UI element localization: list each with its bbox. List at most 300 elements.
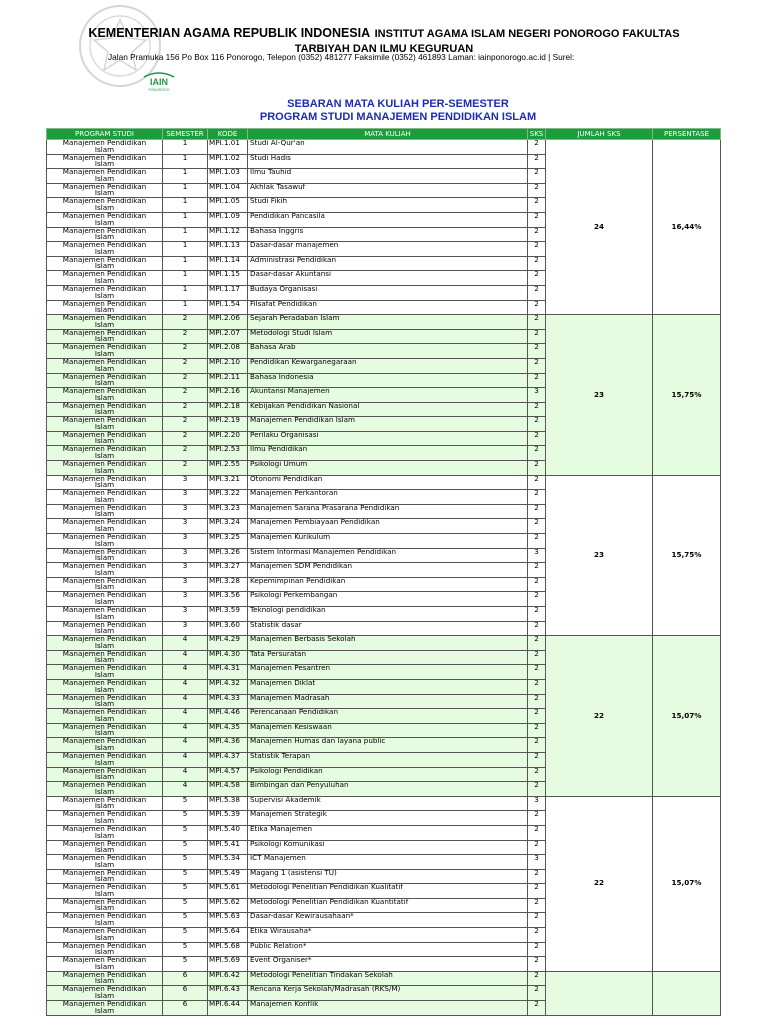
sks-cell: 2 <box>528 242 546 257</box>
kode-cell: MPI.1.01 <box>208 140 248 155</box>
program-cell <box>47 475 163 490</box>
sks-cell: 2 <box>528 183 546 198</box>
semester-cell: 6 <box>163 986 208 1001</box>
program-name-cont: Islam <box>94 669 115 679</box>
faculty-name: TARBIYAH DAN ILMU KEGURUAN <box>294 43 474 55</box>
program-name-cont: Islam <box>94 976 115 986</box>
kode-cell: MPI.4.32 <box>208 679 248 694</box>
mata-kuliah-cell: Manajemen Diklat <box>248 679 528 694</box>
mata-kuliah-cell: Manajemen Pesantren <box>248 665 528 680</box>
program-name-cont: Islam <box>94 553 115 563</box>
semester-cell: 4 <box>163 767 208 782</box>
program-cell <box>47 563 163 578</box>
sks-cell: 2 <box>528 504 546 519</box>
table-row <box>47 971 721 986</box>
semester-cell: 5 <box>163 898 208 913</box>
program-name-cont: Islam <box>94 830 115 840</box>
program-name-cont: Islam <box>94 991 115 1001</box>
institute-name: INSTITUT AGAMA ISLAM NEGERI PONOROGO FAKULTAS <box>374 28 680 40</box>
kode-cell: MPI.5.61 <box>208 884 248 899</box>
kode-cell: MPI.2.06 <box>208 315 248 330</box>
program-name-cont: Islam <box>94 567 115 577</box>
col-semester-header: SEMESTER <box>163 129 208 140</box>
mata-kuliah-cell: Sejarah Peradaban Islam <box>248 315 528 330</box>
sks-cell: 2 <box>528 227 546 242</box>
kode-cell: MPI.5.40 <box>208 825 248 840</box>
semester-cell: 4 <box>163 636 208 651</box>
kode-cell: MPI.4.33 <box>208 694 248 709</box>
kode-cell: MPI.1.54 <box>208 300 248 315</box>
kode-cell: MPI.2.10 <box>208 358 248 373</box>
program-name: Manajemen Pendidikan <box>62 650 147 658</box>
program-name: Manajemen Pendidikan <box>62 475 147 483</box>
semester-cell: 1 <box>163 227 208 242</box>
program-name-cont: Islam <box>94 275 115 285</box>
mata-kuliah-cell: Manajemen Pembiayaan Pendidikan <box>248 519 528 534</box>
program-cell <box>47 665 163 680</box>
kode-cell: MPI.1.14 <box>208 256 248 271</box>
kode-cell: MPI.2.08 <box>208 344 248 359</box>
program-cell <box>47 461 163 476</box>
program-name-cont: Islam <box>94 261 115 271</box>
mata-kuliah-cell: Bahasa Inggris <box>248 227 528 242</box>
mata-kuliah-cell: Perilaku Organisasi <box>248 431 528 446</box>
kode-cell: MPI.5.34 <box>208 855 248 870</box>
mata-kuliah-cell: Akhlak Tasawuf <box>248 183 528 198</box>
sks-cell: 2 <box>528 519 546 534</box>
program-name-cont: Islam <box>94 1005 115 1015</box>
mata-kuliah-cell: Dasar-dasar Akuntansi <box>248 271 528 286</box>
semester-cell: 2 <box>163 373 208 388</box>
kode-cell: MPI.3.21 <box>208 475 248 490</box>
program-name: Manajemen Pendidikan <box>62 883 147 892</box>
program-cell <box>47 928 163 943</box>
kode-cell: MPI.6.44 <box>208 1001 248 1016</box>
program-cell <box>47 198 163 213</box>
mata-kuliah-cell: Tata Persuratan <box>248 650 528 665</box>
kode-cell: MPI.1.02 <box>208 154 248 169</box>
program-cell <box>47 650 163 665</box>
svg-text:IAIN: IAIN <box>150 77 168 87</box>
mata-kuliah-cell: Metodologi Studi Islam <box>248 329 528 344</box>
semester-cell: 4 <box>163 723 208 738</box>
kode-cell: MPI.2.20 <box>208 431 248 446</box>
sks-cell: 2 <box>528 271 546 286</box>
kode-cell: MPI.1.15 <box>208 271 248 286</box>
mata-kuliah-cell: Filsafat Pendidikan <box>248 300 528 315</box>
kode-cell: MPI.1.17 <box>208 285 248 300</box>
semester-cell: 1 <box>163 169 208 184</box>
program-cell <box>47 534 163 549</box>
jumlah-sks-cell <box>546 971 653 1015</box>
mata-kuliah-cell: Bahasa Arab <box>248 344 528 359</box>
semester-cell: 1 <box>163 198 208 213</box>
semester-cell: 1 <box>163 242 208 257</box>
program-name: Manajemen Pendidikan <box>62 971 147 979</box>
sks-cell: 2 <box>528 928 546 943</box>
program-name: Manajemen Pendidikan <box>62 985 147 994</box>
sks-cell: 2 <box>528 884 546 899</box>
program-name: Manajemen Pendidikan <box>62 256 147 264</box>
program-name-cont: Islam <box>94 144 115 154</box>
program-name: Manajemen Pendidikan <box>62 942 147 950</box>
semester-cell: 2 <box>163 431 208 446</box>
program-cell <box>47 242 163 257</box>
sks-cell: 2 <box>528 169 546 184</box>
mata-kuliah-cell: Bahasa Indonesia <box>248 373 528 388</box>
program-name-cont: Islam <box>94 699 115 709</box>
program-name: Manajemen Pendidikan <box>62 577 147 585</box>
kode-cell: MPI.4.31 <box>208 665 248 680</box>
program-name: Manajemen Pendidikan <box>62 752 147 760</box>
semester-cell: 2 <box>163 388 208 403</box>
semester-cell: 4 <box>163 709 208 724</box>
program-name-cont: Islam <box>94 772 115 782</box>
semester-cell: 3 <box>163 504 208 519</box>
mata-kuliah-cell: Ilmu Tauhid <box>248 169 528 184</box>
semester-cell: 4 <box>163 752 208 767</box>
program-name-cont: Islam <box>94 246 115 256</box>
program-cell <box>47 315 163 330</box>
jumlah-sks-cell: 24 <box>546 140 653 315</box>
sks-cell: 2 <box>528 475 546 490</box>
sks-cell: 2 <box>528 300 546 315</box>
program-name-cont: Islam <box>94 888 115 898</box>
program-cell <box>47 621 163 636</box>
mata-kuliah-cell: Psikologi Pendidikan <box>248 767 528 782</box>
letterhead <box>0 0 768 98</box>
mata-kuliah-cell: Dasar-dasar Kewirausahaan* <box>248 913 528 928</box>
program-name: Manajemen Pendidikan <box>62 212 147 220</box>
program-name: Manajemen Pendidikan <box>62 912 147 921</box>
kode-cell: MPI.2.19 <box>208 417 248 432</box>
mata-kuliah-cell: Bimbingan dan Penyuluhan <box>248 782 528 797</box>
kode-cell: MPI.5.64 <box>208 928 248 943</box>
mata-kuliah-cell: Metodologi Penelitian Pendidikan Kualitatif <box>248 884 528 899</box>
program-name-cont: Islam <box>94 232 115 242</box>
program-name-cont: Islam <box>94 392 115 402</box>
program-name-cont: Islam <box>94 640 115 650</box>
program-cell <box>47 825 163 840</box>
program-name: Manajemen Pendidikan <box>62 314 147 323</box>
program-name: Manajemen Pendidikan <box>62 154 147 162</box>
semester-cell: 4 <box>163 665 208 680</box>
sks-cell: 2 <box>528 373 546 388</box>
program-name: Manajemen Pendidikan <box>62 460 147 469</box>
persentase-cell: 15,75% <box>653 315 721 476</box>
sks-cell: 3 <box>528 855 546 870</box>
semester-cell: 5 <box>163 840 208 855</box>
semester-cell: 4 <box>163 694 208 709</box>
semester-cell: 3 <box>163 563 208 578</box>
mata-kuliah-cell: Statistik Terapan <box>248 752 528 767</box>
persentase-cell: 15,75% <box>653 475 721 636</box>
program-cell <box>47 169 163 184</box>
col-jumlah-sks-header: JUMLAH SKS <box>546 129 653 140</box>
program-name-cont: Islam <box>94 480 115 490</box>
kode-cell: MPI.5.68 <box>208 942 248 957</box>
program-name: Manajemen Pendidikan <box>62 358 147 366</box>
table-row <box>47 796 721 811</box>
kode-cell: MPI.4.36 <box>208 738 248 753</box>
mata-kuliah-cell: Psikologi Perkembangan <box>248 592 528 607</box>
program-cell <box>47 694 163 709</box>
col-persentase-header: PERSENTASE <box>653 129 721 140</box>
program-name: Manajemen Pendidikan <box>62 679 147 687</box>
program-cell <box>47 329 163 344</box>
program-name-cont: Islam <box>94 932 115 942</box>
program-cell <box>47 796 163 811</box>
semester-cell: 3 <box>163 519 208 534</box>
mata-kuliah-cell: Studi Fikih <box>248 198 528 213</box>
kode-cell: MPI.3.27 <box>208 563 248 578</box>
program-name-cont: Islam <box>94 217 115 227</box>
kode-cell: MPI.4.46 <box>208 709 248 724</box>
sks-cell: 2 <box>528 913 546 928</box>
kode-cell: MPI.2.53 <box>208 446 248 461</box>
kode-cell: MPI.4.37 <box>208 752 248 767</box>
program-name-cont: Islam <box>94 202 115 212</box>
sks-cell: 2 <box>528 212 546 227</box>
program-name-cont: Islam <box>94 684 115 694</box>
persentase-cell: 15,07% <box>653 636 721 797</box>
sks-cell: 2 <box>528 329 546 344</box>
program-cell <box>47 285 163 300</box>
kode-cell: MPI.2.11 <box>208 373 248 388</box>
kode-cell: MPI.5.41 <box>208 840 248 855</box>
program-cell <box>47 869 163 884</box>
program-name-cont: Islam <box>94 524 115 534</box>
program-cell <box>47 271 163 286</box>
semester-cell: 6 <box>163 971 208 986</box>
program-name: Manajemen Pendidikan <box>62 898 147 906</box>
program-name: Manajemen Pendidikan <box>62 621 147 629</box>
mata-kuliah-cell: Perencanaan Pendidikan <box>248 709 528 724</box>
kode-cell: MPI.6.42 <box>208 971 248 986</box>
program-name-cont: Islam <box>94 742 115 752</box>
semester-cell: 6 <box>163 1001 208 1016</box>
program-name: Manajemen Pendidikan <box>62 285 147 293</box>
semester-cell: 2 <box>163 461 208 476</box>
kode-cell: MPI.2.16 <box>208 388 248 403</box>
kode-cell: MPI.1.03 <box>208 169 248 184</box>
mata-kuliah-cell: Magang 1 (asistensi TU) <box>248 869 528 884</box>
program-cell <box>47 986 163 1001</box>
program-cell <box>47 679 163 694</box>
mata-kuliah-cell: Manajemen Konflik <box>248 1001 528 1016</box>
sks-cell: 2 <box>528 650 546 665</box>
sks-cell: 2 <box>528 709 546 724</box>
table-header <box>47 129 721 140</box>
jumlah-sks-cell: 23 <box>546 315 653 476</box>
program-cell <box>47 446 163 461</box>
semester-cell: 2 <box>163 446 208 461</box>
mata-kuliah-cell: Dasar-dasar manajemen <box>248 242 528 257</box>
program-name-cont: Islam <box>94 188 115 198</box>
program-name: Manajemen Pendidikan <box>62 431 147 439</box>
sks-cell: 3 <box>528 548 546 563</box>
program-cell <box>47 723 163 738</box>
program-name: Manajemen Pendidikan <box>62 927 147 936</box>
sks-cell: 2 <box>528 358 546 373</box>
table-header-row <box>47 129 721 140</box>
program-cell <box>47 548 163 563</box>
program-name: Manajemen Pendidikan <box>62 737 147 746</box>
kode-cell: MPI.3.24 <box>208 519 248 534</box>
table-row <box>47 475 721 490</box>
kode-cell: MPI.1.05 <box>208 198 248 213</box>
sks-cell: 2 <box>528 577 546 592</box>
mata-kuliah-cell: Administrasi Pendidikan <box>248 256 528 271</box>
semester-cell: 2 <box>163 315 208 330</box>
kode-cell: MPI.5.38 <box>208 796 248 811</box>
program-name: Manajemen Pendidikan <box>62 168 147 177</box>
sks-cell: 2 <box>528 986 546 1001</box>
program-name: Manajemen Pendidikan <box>62 1000 147 1009</box>
sks-cell: 2 <box>528 534 546 549</box>
program-cell <box>47 971 163 986</box>
program-cell <box>47 898 163 913</box>
mata-kuliah-cell: Event Organiser* <box>248 957 528 972</box>
col-sks-header: SKS <box>528 129 546 140</box>
program-name-cont: Islam <box>94 436 115 446</box>
document-title-line1: SEBARAN MATA KULIAH PER-SEMESTER <box>287 98 509 110</box>
program-cell <box>47 782 163 797</box>
semester-cell: 2 <box>163 344 208 359</box>
semester-cell: 1 <box>163 183 208 198</box>
mata-kuliah-cell: Teknologi pendidikan <box>248 607 528 622</box>
persentase-cell: 15,07% <box>653 796 721 971</box>
program-name: Manajemen Pendidikan <box>62 548 147 556</box>
mata-kuliah-cell: Manajemen Pendidikan Islam <box>248 417 528 432</box>
semester-cell: 1 <box>163 154 208 169</box>
program-cell <box>47 212 163 227</box>
mata-kuliah-cell: Manajemen SDM Pendidikan <box>248 563 528 578</box>
program-name: Manajemen Pendidikan <box>62 810 147 819</box>
mata-kuliah-cell: ICT Manajemen <box>248 855 528 870</box>
semester-cell: 5 <box>163 825 208 840</box>
program-name: Manajemen Pendidikan <box>62 562 147 571</box>
kode-cell: MPI.4.58 <box>208 782 248 797</box>
sks-cell: 2 <box>528 825 546 840</box>
program-name-cont: Islam <box>94 786 115 796</box>
mata-kuliah-cell: Otonomi Pendidikan <box>248 475 528 490</box>
mata-kuliah-cell: Etika Manajemen <box>248 825 528 840</box>
program-cell <box>47 431 163 446</box>
program-cell <box>47 840 163 855</box>
program-name: Manajemen Pendidikan <box>62 139 147 147</box>
kode-cell: MPI.2.07 <box>208 329 248 344</box>
semester-cell: 2 <box>163 358 208 373</box>
program-name: Manajemen Pendidikan <box>62 723 147 731</box>
sks-cell: 2 <box>528 431 546 446</box>
program-name: Manajemen Pendidikan <box>62 416 147 425</box>
sks-cell: 2 <box>528 782 546 797</box>
program-cell <box>47 942 163 957</box>
semester-cell: 1 <box>163 256 208 271</box>
table-row <box>47 140 721 155</box>
program-name: Manajemen Pendidikan <box>62 767 147 775</box>
sks-cell: 2 <box>528 417 546 432</box>
sks-cell: 2 <box>528 679 546 694</box>
kode-cell: MPI.4.35 <box>208 723 248 738</box>
program-name: Manajemen Pendidikan <box>62 270 147 279</box>
program-cell <box>47 767 163 782</box>
sks-cell: 2 <box>528 898 546 913</box>
mata-kuliah-cell: Kebijakan Pendidikan Nasional <box>248 402 528 417</box>
sks-cell: 2 <box>528 344 546 359</box>
semester-cell: 4 <box>163 782 208 797</box>
sks-cell: 2 <box>528 461 546 476</box>
semester-cell: 5 <box>163 855 208 870</box>
semester-cell: 2 <box>163 402 208 417</box>
sks-cell: 2 <box>528 811 546 826</box>
program-name: Manajemen Pendidikan <box>62 708 147 717</box>
sks-cell: 2 <box>528 563 546 578</box>
program-cell <box>47 592 163 607</box>
program-name: Manajemen Pendidikan <box>62 329 147 337</box>
program-cell <box>47 811 163 826</box>
sks-cell: 3 <box>528 796 546 811</box>
program-name-cont: Islam <box>94 713 115 723</box>
program-name-cont: Islam <box>94 961 115 971</box>
semester-cell: 2 <box>163 329 208 344</box>
mata-kuliah-cell: Sistem Informasi Manajemen Pendidikan <box>248 548 528 563</box>
program-cell <box>47 957 163 972</box>
kode-cell: MPI.5.39 <box>208 811 248 826</box>
semester-cell: 1 <box>163 271 208 286</box>
semester-cell: 1 <box>163 300 208 315</box>
program-name-cont: Islam <box>94 947 115 957</box>
program-name: Manajemen Pendidikan <box>62 840 147 848</box>
kode-cell: MPI.3.23 <box>208 504 248 519</box>
program-name: Manajemen Pendidikan <box>62 445 147 454</box>
address-line: Jalan Pramuka 156 Po Box 116 Ponorogo, Telepon (0352) 481277 Faksimile (0352) 461893 Laman: iainponorogo.ac.id | Surel: <box>108 52 575 62</box>
program-name-cont: Islam <box>94 421 115 431</box>
program-name-cont: Islam <box>94 815 115 825</box>
program-name-cont: Islam <box>94 319 115 329</box>
program-name-cont: Islam <box>94 626 115 636</box>
document-title <box>0 98 768 124</box>
program-name-cont: Islam <box>94 305 115 315</box>
kode-cell: MPI.3.60 <box>208 621 248 636</box>
program-cell <box>47 358 163 373</box>
mata-kuliah-cell: Public Relation* <box>248 942 528 957</box>
kode-cell: MPI.1.04 <box>208 183 248 198</box>
semester-cell: 5 <box>163 869 208 884</box>
mata-kuliah-cell: Etika Wirausaha* <box>248 928 528 943</box>
kode-cell: MPI.5.69 <box>208 957 248 972</box>
program-name: Manajemen Pendidikan <box>62 956 147 965</box>
mata-kuliah-cell: Studi Al-Qur'an <box>248 140 528 155</box>
mata-kuliah-cell: Budaya Organisasi <box>248 285 528 300</box>
mata-kuliah-cell: Pendidikan Kewarganegaraan <box>248 358 528 373</box>
semester-cell: 3 <box>163 577 208 592</box>
kode-cell: MPI.3.25 <box>208 534 248 549</box>
program-name-cont: Islam <box>94 655 115 665</box>
sks-cell: 2 <box>528 402 546 417</box>
mata-kuliah-cell: Metodologi Penelitian Pendidikan Kuantitatif <box>248 898 528 913</box>
program-cell <box>47 855 163 870</box>
program-cell <box>47 577 163 592</box>
persentase-cell <box>653 971 721 1015</box>
kode-cell: MPI.5.49 <box>208 869 248 884</box>
program-name-cont: Islam <box>94 494 115 504</box>
mata-kuliah-cell: Manajemen Humas dan layana public <box>248 738 528 753</box>
mata-kuliah-cell: Manajemen Madrasah <box>248 694 528 709</box>
program-name-cont: Islam <box>94 407 115 417</box>
kode-cell: MPI.6.43 <box>208 986 248 1001</box>
